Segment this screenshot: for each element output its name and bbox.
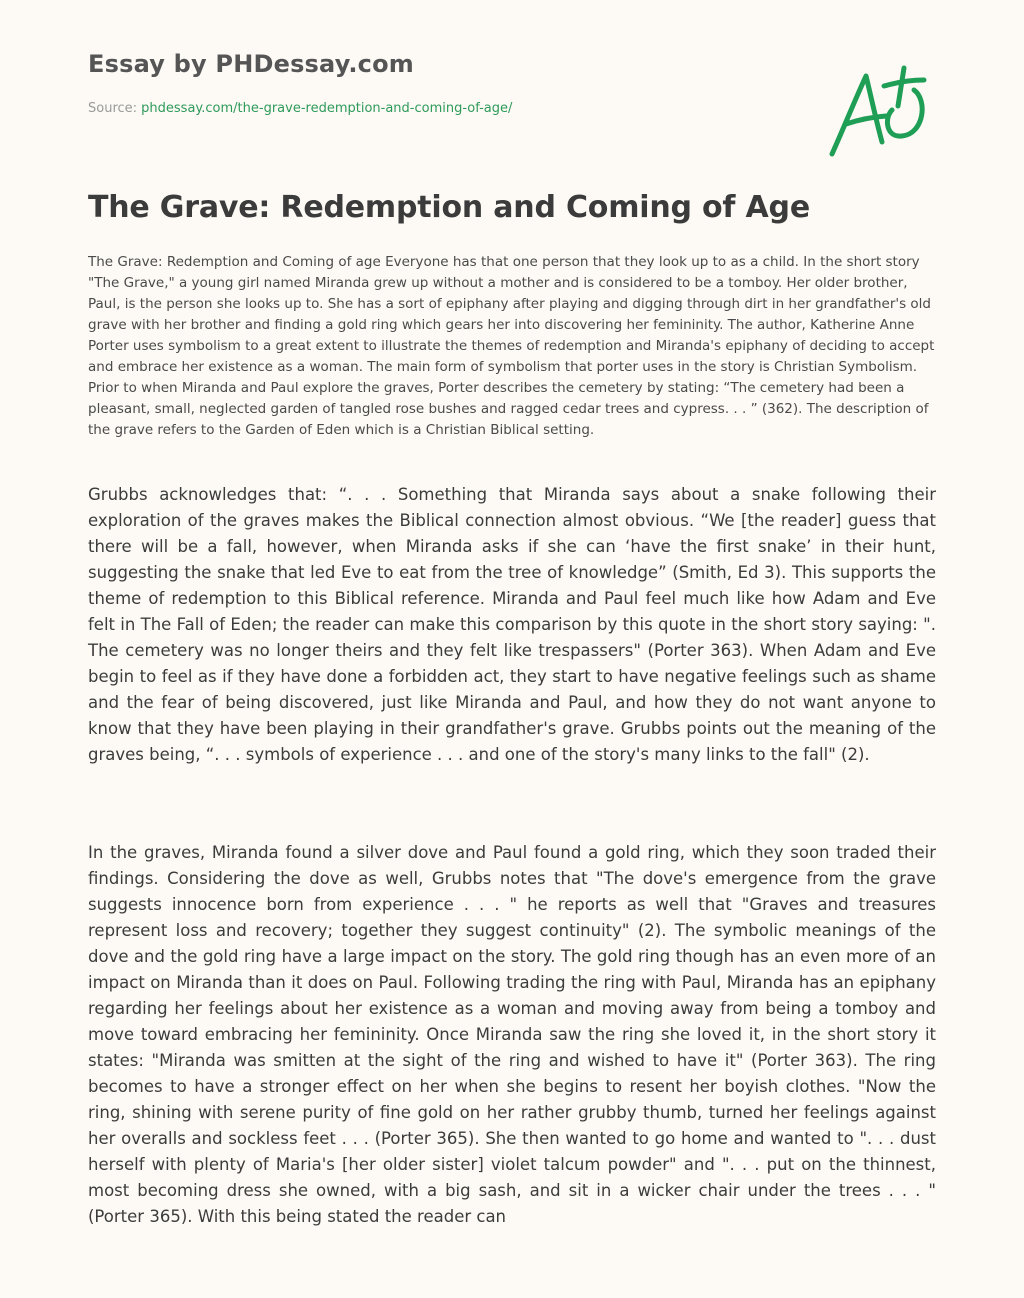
essay-title: The Grave: Redemption and Coming of Age (88, 190, 810, 225)
a-plus-logo-icon (820, 62, 932, 162)
essay-paragraph-2: In the graves, Miranda found a silver dove and Paul found a gold ring, which they soon traded their findings. Considering the dove as well, Grubbs notes that "The dove's emergence from the grave suggests innocence born from experience . . . " he reports as well that "Graves and treasures represent loss and recovery; together they suggest continuity" (2). The symbolic meanings of the dove and the gold ring have a large impact on the story. The gold ring though has an even more of an impact on Miranda than it does on Paul. Following trading the ring with Paul, Miranda has an epiphany regarding her feelings about her existence as a woman and moving away from being a tomboy and move toward embracing her femininity. Once Miranda saw the ring she loved it, in the short story it states: "Miranda was smitten at the sight of the ring and wished to have it" (Porter 363). The ring becomes to have a stronger effect on her when she begins to resent her boyish clothes. "Now the ring, shining with serene purity of fine gold on her rather grubby thumb, turned her feelings against her overalls and sockless feet . . . (Porter 365). She then wanted to go home and wanted to ". . . dust herself with plenty of Maria's [her older sister] violet talcum powder" and ". . . put on the thinnest, most becoming dress she owned, with a big sash, and sit in a wicker chair under the trees . . . " (Porter 365). With this being stated the reader can (88, 843, 936, 1226)
essay-intro: The Grave: Redemption and Coming of age Everyone has that one person that they look up to as a child. In the short story "The Grave," a young girl named Miranda grew up without a mother and is considered to be a tomboy. Her older brother, Paul, is the person she looks up to. She has a sort of epiphany after playing and digging through dirt in her grandfather's old grave with her brother and finding a gold ring which gears her into discovering her femininity. The author, Katherine Anne Porter uses symbolism to a great extent to illustrate the themes of redemption and Miranda's epiphany of deciding to accept and embrace her existence as a woman. The main form of symbolism that porter uses in the story is Christian Symbolism. Prior to when Miranda and Paul explore the graves, Porter describes the cemetery by stating: “The cemetery had been a pleasant, small, neglected garden of tangled rose bushes and ragged cedar trees and cypress. . . ” (362). The description of the grave refers to the Garden of Eden which is a Christian Biblical setting. (88, 254, 935, 438)
essay-paragraph-1: Grubbs acknowledges that: “. . . Something that Miranda says about a snake following their exploration of the graves makes the Biblical connection almost obvious. “We [the reader] guess that there will be a fall, however, when Miranda asks if she can ‘have the first snake’ in their hunt, suggesting the snake that led Eve to eat from the tree of knowledge” (Smith, Ed 3). This supports the theme of redemption to this Biblical reference. Miranda and Paul feel much like how Adam and Eve felt in The Fall of Eden; the reader can make this comparison by this quote in the short story saying: ". The cemetery was no longer theirs and they felt like trespassers" (Porter 363). When Adam and Eve begin to feel as if they have done a forbidden act, they start to have negative feelings such as shame and the fear of being discovered, just like Miranda and Paul, and how they do not want anyone to know that they have been playing in their grandfather's grave. Grubbs points out the meaning of the graves being, “. . . symbols of experience . . . and one of the story's many links to the fall" (2). (88, 485, 936, 764)
source-line (88, 101, 512, 116)
source-label: Source: (88, 101, 142, 116)
site-title: Essay by PHDessay.com (88, 50, 414, 78)
source-link[interactable]: phdessay.com/the-grave-redemption-and-coming-of-age/ (141, 101, 513, 116)
